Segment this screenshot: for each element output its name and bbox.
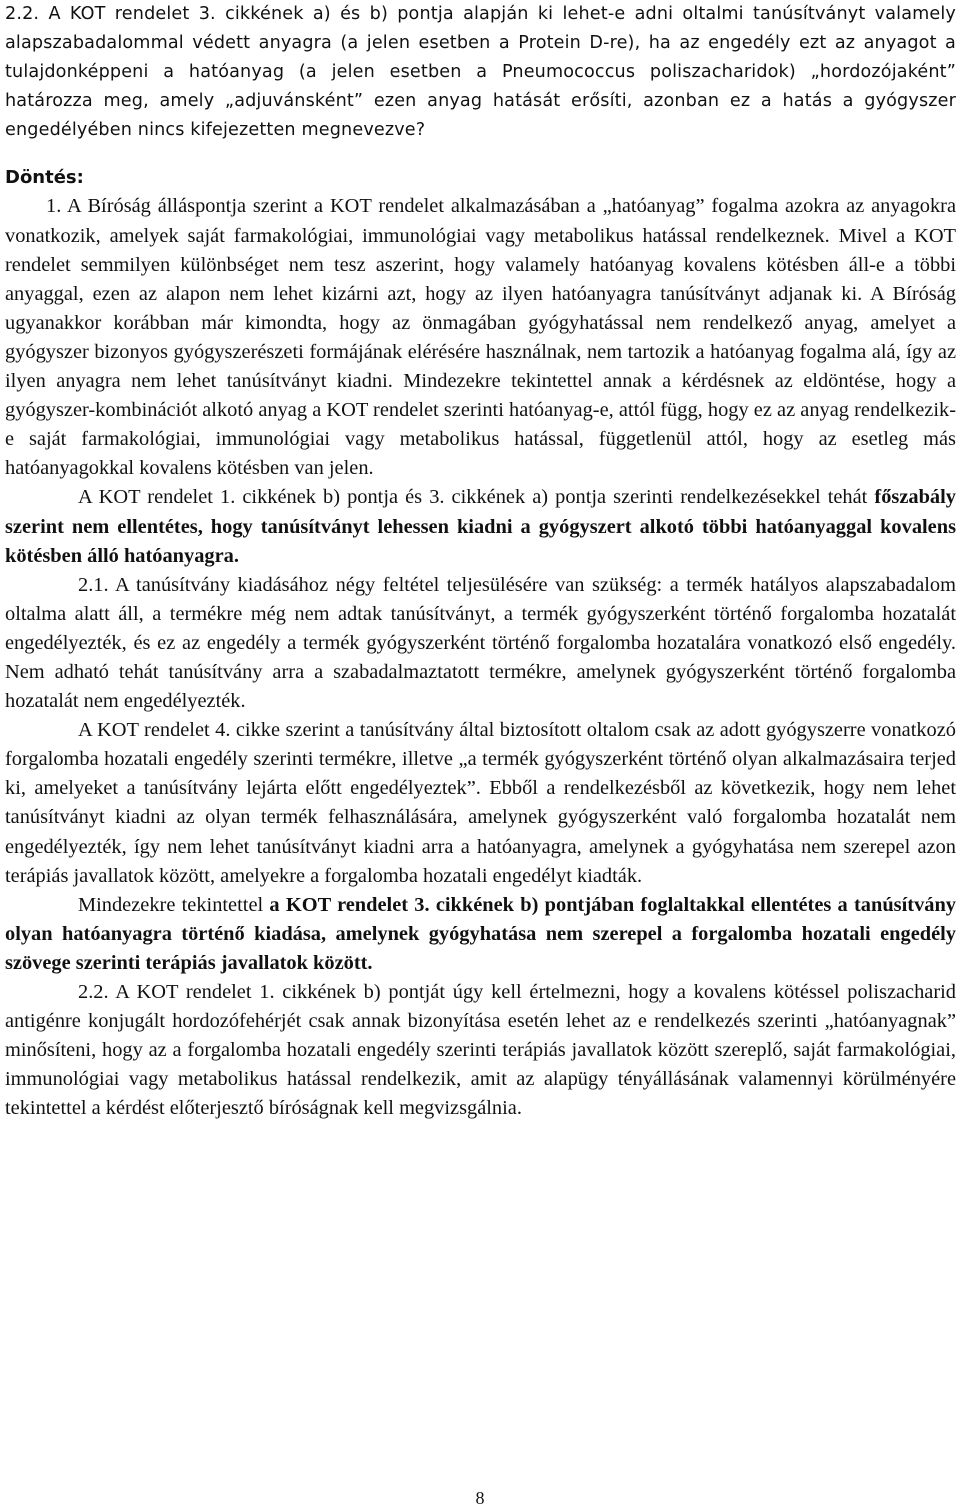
question-paragraph: 2.2. A KOT rendelet 3. cikkének a) és b) pontja alapján ki lehet-e adni oltalmi tanúsítványt valamely alapszabadalommal védett anyagra (a jelen esetben a Protein D-re), ha az engedély ezt az anyagot a tulajdonképpeni a hatóanyag (a jelen esetben a Pneumococcus poliszacharidok) „hordozójaként” határozza meg, amely „adjuvánsként” ezen anyag hatását erősíti, azonban ez a hatás a gyógyszer engedélyében nincs kifejezetten megnevezve? (5, 4, 956, 141)
decision-paragraph-3: 2.1. A tanúsítvány kiadásához négy feltétel teljesülésére van szükség: a termék hatályos alapszabadalom oltalma alatt áll, a termékre még nem adtak tanúsítványt, a termék gyógyszerként történő forgalomba hozatalát engedélyezték, és ez az engedély a termék gyógyszerként történő forgalomba hozatalára vonatkozó első engedély. Nem adható tehát tanúsítvány arra a szabadalmaztatott termékre, amelynek gyógyszerként történő forgalomba hozatalát nem engedélyezték. (5, 573, 956, 713)
decision-paragraph-2 (5, 483, 956, 570)
paragraph-2-conclusion: főszabály szerint nem ellentétes, hogy tanúsítványt lehessen kiadni a gyógyszert alkotó többi hatóanyaggal kovalens kötésben álló hatóanyagra. (5, 486, 956, 567)
paragraph-2-text: A KOT rendelet 1. cikkének b) pontja és 3. cikkének a) pontja szerinti rendelkezésekkel tehát (78, 486, 875, 509)
decision-paragraph-4: A KOT rendelet 4. cikke szerint a tanúsítvány által biztosított oltalom csak az adott gyógyszerre vonatkozó forgalomba hozatali engedély szerinti termékre, illetve „a termék gyógyszerként történő olyan alkalmazásaira terjed ki, amelyeket a tanúsítvány lejárta előtt engedélyeztek”. Ebből a rendelkezésből az következik, hogy nem lehet tanúsítványt kiadni az olyan termék felhasználására, amelynek gyógyszerként való forgalomba hozatalát nem engedélyezték, így nem lehet tanúsítványt kiadni arra a hatóanyagra, amelynek a gyógyhatása nem szerepel azon terápiás javallatok között, amelyekre a forgalomba hozatali engedélyt kiadták. (5, 719, 956, 887)
page-number: 8 (475, 1488, 485, 1508)
decision-paragraph-1: 1. A Bíróság álláspontja szerint a KOT rendelet alkalmazásában a „hatóanyag” fogalma azokra az anyagokra vonatkozik, amelyek saját farmakológiai, immunológiai vagy metabolikus hatással rendelkeznek. Mivel a KOT rendelet semmilyen különbséget nem tesz aszerint, hogy valamely hatóanyag kovalens kötésben áll-e a többi anyaggal, ezen az alapon nem lehet kizárni azt, hogy az ilyen hatóanyagra tanúsítványt adjanak ki. A Bíróság ugyanakkor korábban már kimondta, hogy az önmagában gyógyhatással nem rendelkező anyag, amelyet a gyógyszer bizonyos gyógyszerészeti formájának elérésére használnak, nem tartozik a hatóanyag fogalma alá, így az ilyen anyagra nem lehet tanúsítványt kiadni. Mindezekre tekintettel annak a kérdésnek az eldöntése, hogy a gyógyszer-kombinációt alkotó anyag a KOT rendelet szerinti hatóanyag-e, attól függ, hogy ez az anyag rendelkezik-e saját farmakológiai, immunológiai vagy metabolikus hatással, függetlenül attól, hogy az esetleg más hatóanyagokkal kovalens kötésben van jelen. (5, 195, 956, 480)
decision-paragraph-6: 2.2. A KOT rendelet 1. cikkének b) pontját úgy kell értelmezni, hogy a kovalens kötéssel poliszacharid antigénre konjugált hordozófehérjét csak annak bizonyítása esetén lehet az e rendelkezés szerinti „hatóanyagnak” minősíteni, hogy az a forgalomba hozatali engedély szerinti terápiás javallatok között szereplő, saját farmakológiai, immunológiai vagy metabolikus hatással rendelkezik, amit az alapügy tényállásának valamennyi körülményére tekintettel a kérdést előterjesztő bíróságnak kell megvizsgálnia. (5, 981, 956, 1120)
decision-paragraph-5 (5, 891, 956, 978)
paragraph-5-text: Mindezekre tekintettel (78, 893, 270, 916)
decision-heading: Döntés: (5, 167, 84, 189)
paragraph-5-conclusion: a KOT rendelet 3. cikkének b) pontjában foglaltakkal ellentétes a tanúsítvány olyan hatóanyagra történő kiadása, amelynek gyógyhatása nem szerepel a forgalomba hozatali engedély szövege szerinti terápiás javallatok között. (5, 893, 956, 974)
document-body (5, 0, 956, 1123)
